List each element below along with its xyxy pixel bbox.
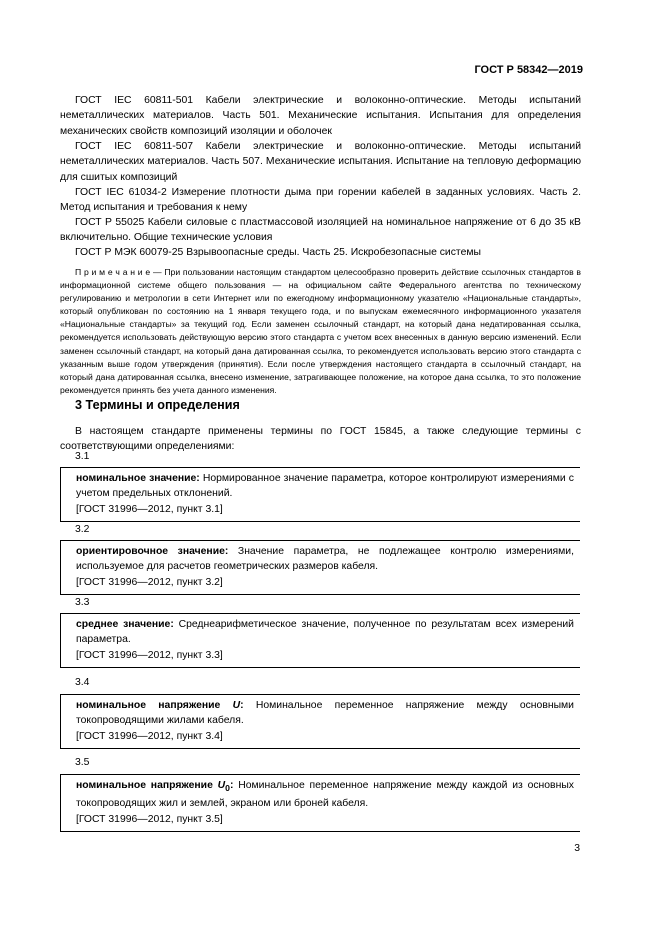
term-number: 3.5	[75, 757, 90, 768]
note-paragraph	[60, 266, 581, 397]
reference-item: ГОСТ Р МЭК 60079-25 Взрывоопасные среды. Часть 25. Искробезопасные системы	[75, 247, 481, 258]
term-definition: Номинальное переменное напряжение между основными токопроводящими жилами кабеля.	[76, 700, 574, 727]
term-symbol: U	[232, 700, 241, 711]
term-definition-box	[60, 467, 580, 522]
term-reference: [ГОСТ 31996—2012, пункт 3.3]	[76, 649, 223, 661]
page-number: 3	[574, 843, 580, 854]
term-definition-box	[60, 613, 580, 668]
term-symbol-subscript: 0	[225, 783, 230, 794]
term-number: 3.2	[75, 524, 90, 535]
reference-item: ГОСТ IEC 60811-501 Кабели электрические и волоконно-оптические. Методы испытаний неметаллических материалов. Часть 501. Механические испытания. Испытания для определения механических свойств композиций изоляции и оболочек	[60, 95, 581, 137]
term-name: среднее значение:	[76, 619, 174, 630]
term-definition: Нормированное значение параметра, которое контролируют измерениями с учетом предельных отклонений.	[76, 473, 574, 500]
reference-item: ГОСТ IEC 61034-2 Измерение плотности дыма при горении кабелей в заданных условиях. Часть 2. Метод испытания и требования к нему	[60, 187, 581, 214]
section-title: 3 Термины и определения	[75, 398, 240, 412]
term-symbol: U	[217, 780, 226, 791]
section-intro: В настоящем стандарте применены термины по ГОСТ 15845, а также следующие термины с соответствующими определениями:	[60, 426, 581, 453]
document-header: ГОСТ Р 58342—2019	[474, 64, 583, 76]
term-definition: Среднеарифметическое значение, полученное по результатам всех измерений параметра.	[76, 619, 574, 646]
term-definition-box	[60, 774, 580, 832]
term-definition-box	[60, 694, 580, 749]
reference-item: ГОСТ IEC 60811-507 Кабели электрические и волоконно-оптические. Методы испытаний неметаллических материалов. Часть 507. Механические испытания. Испытание на тепловую деформацию для сшитых композиций	[60, 141, 581, 183]
term-reference: [ГОСТ 31996—2012, пункт 3.2]	[76, 576, 223, 588]
term-reference: [ГОСТ 31996—2012, пункт 3.5]	[76, 813, 223, 825]
term-name: ориентировочное значение:	[76, 546, 229, 557]
term-name: номинальное напряжение U:	[76, 700, 244, 711]
term-reference: [ГОСТ 31996—2012, пункт 3.4]	[76, 730, 223, 742]
term-name: номинальное напряжение $U_0$:	[76, 780, 234, 794]
term-number: 3.1	[75, 451, 90, 462]
term-reference: [ГОСТ 31996—2012, пункт 3.1]	[76, 503, 223, 515]
term-definition-box	[60, 540, 580, 595]
note-text: — При пользовании настоящим стандартом целесообразно проверить действие ссылочных стандартов в информационной системе общего пользования — на официальном сайте Федерального агентства по техническому регулированию и метрологии в сети Интернет или по ежегодному информационному указателю «Национальные стандарты», который опубликован по состоянию на 1 января текущего года, и по выпускам ежемесячного информационного указателя «Национальные стандарты» за текущий год. Если заменен ссылочный стандарт, на который дана недатированная ссылка, рекомендуется использовать действующую версию этого стандарта с учетом всех внесенных в данную версию изменений. Если заменен ссылочный стандарт, на который дана датированная ссылка, то рекомендуется использовать версию этого стандарта с указанным выше годом утверждения (принятия). Если после утверждения настоящего стандарта в ссылочный стандарт, на который дана датированная ссылка, внесено изменение, затрагивающее положение, на которое дана ссылка, то это положение рекомендуется принять без учета данного изменения.	[60, 267, 581, 395]
term-number: 3.4	[75, 677, 90, 688]
term-definition: Значение параметра, не подлежащее контролю измерениями, используемое для расчетов геометрических размеров кабеля.	[76, 546, 574, 573]
term-number: 3.3	[75, 597, 90, 608]
term-definition: Номинальное переменное напряжение между каждой из основных токопроводящих жил и землей, экраном или броней кабеля.	[76, 780, 574, 810]
note-label: П р и м е ч а н и е	[75, 267, 151, 277]
term-name: номинальное значение:	[76, 473, 200, 484]
reference-item: ГОСТ Р 55025 Кабели силовые с пластмассовой изоляцией на номинальное напряжение от 6 до 35 кВ включительно. Общие технические условия	[60, 217, 581, 244]
